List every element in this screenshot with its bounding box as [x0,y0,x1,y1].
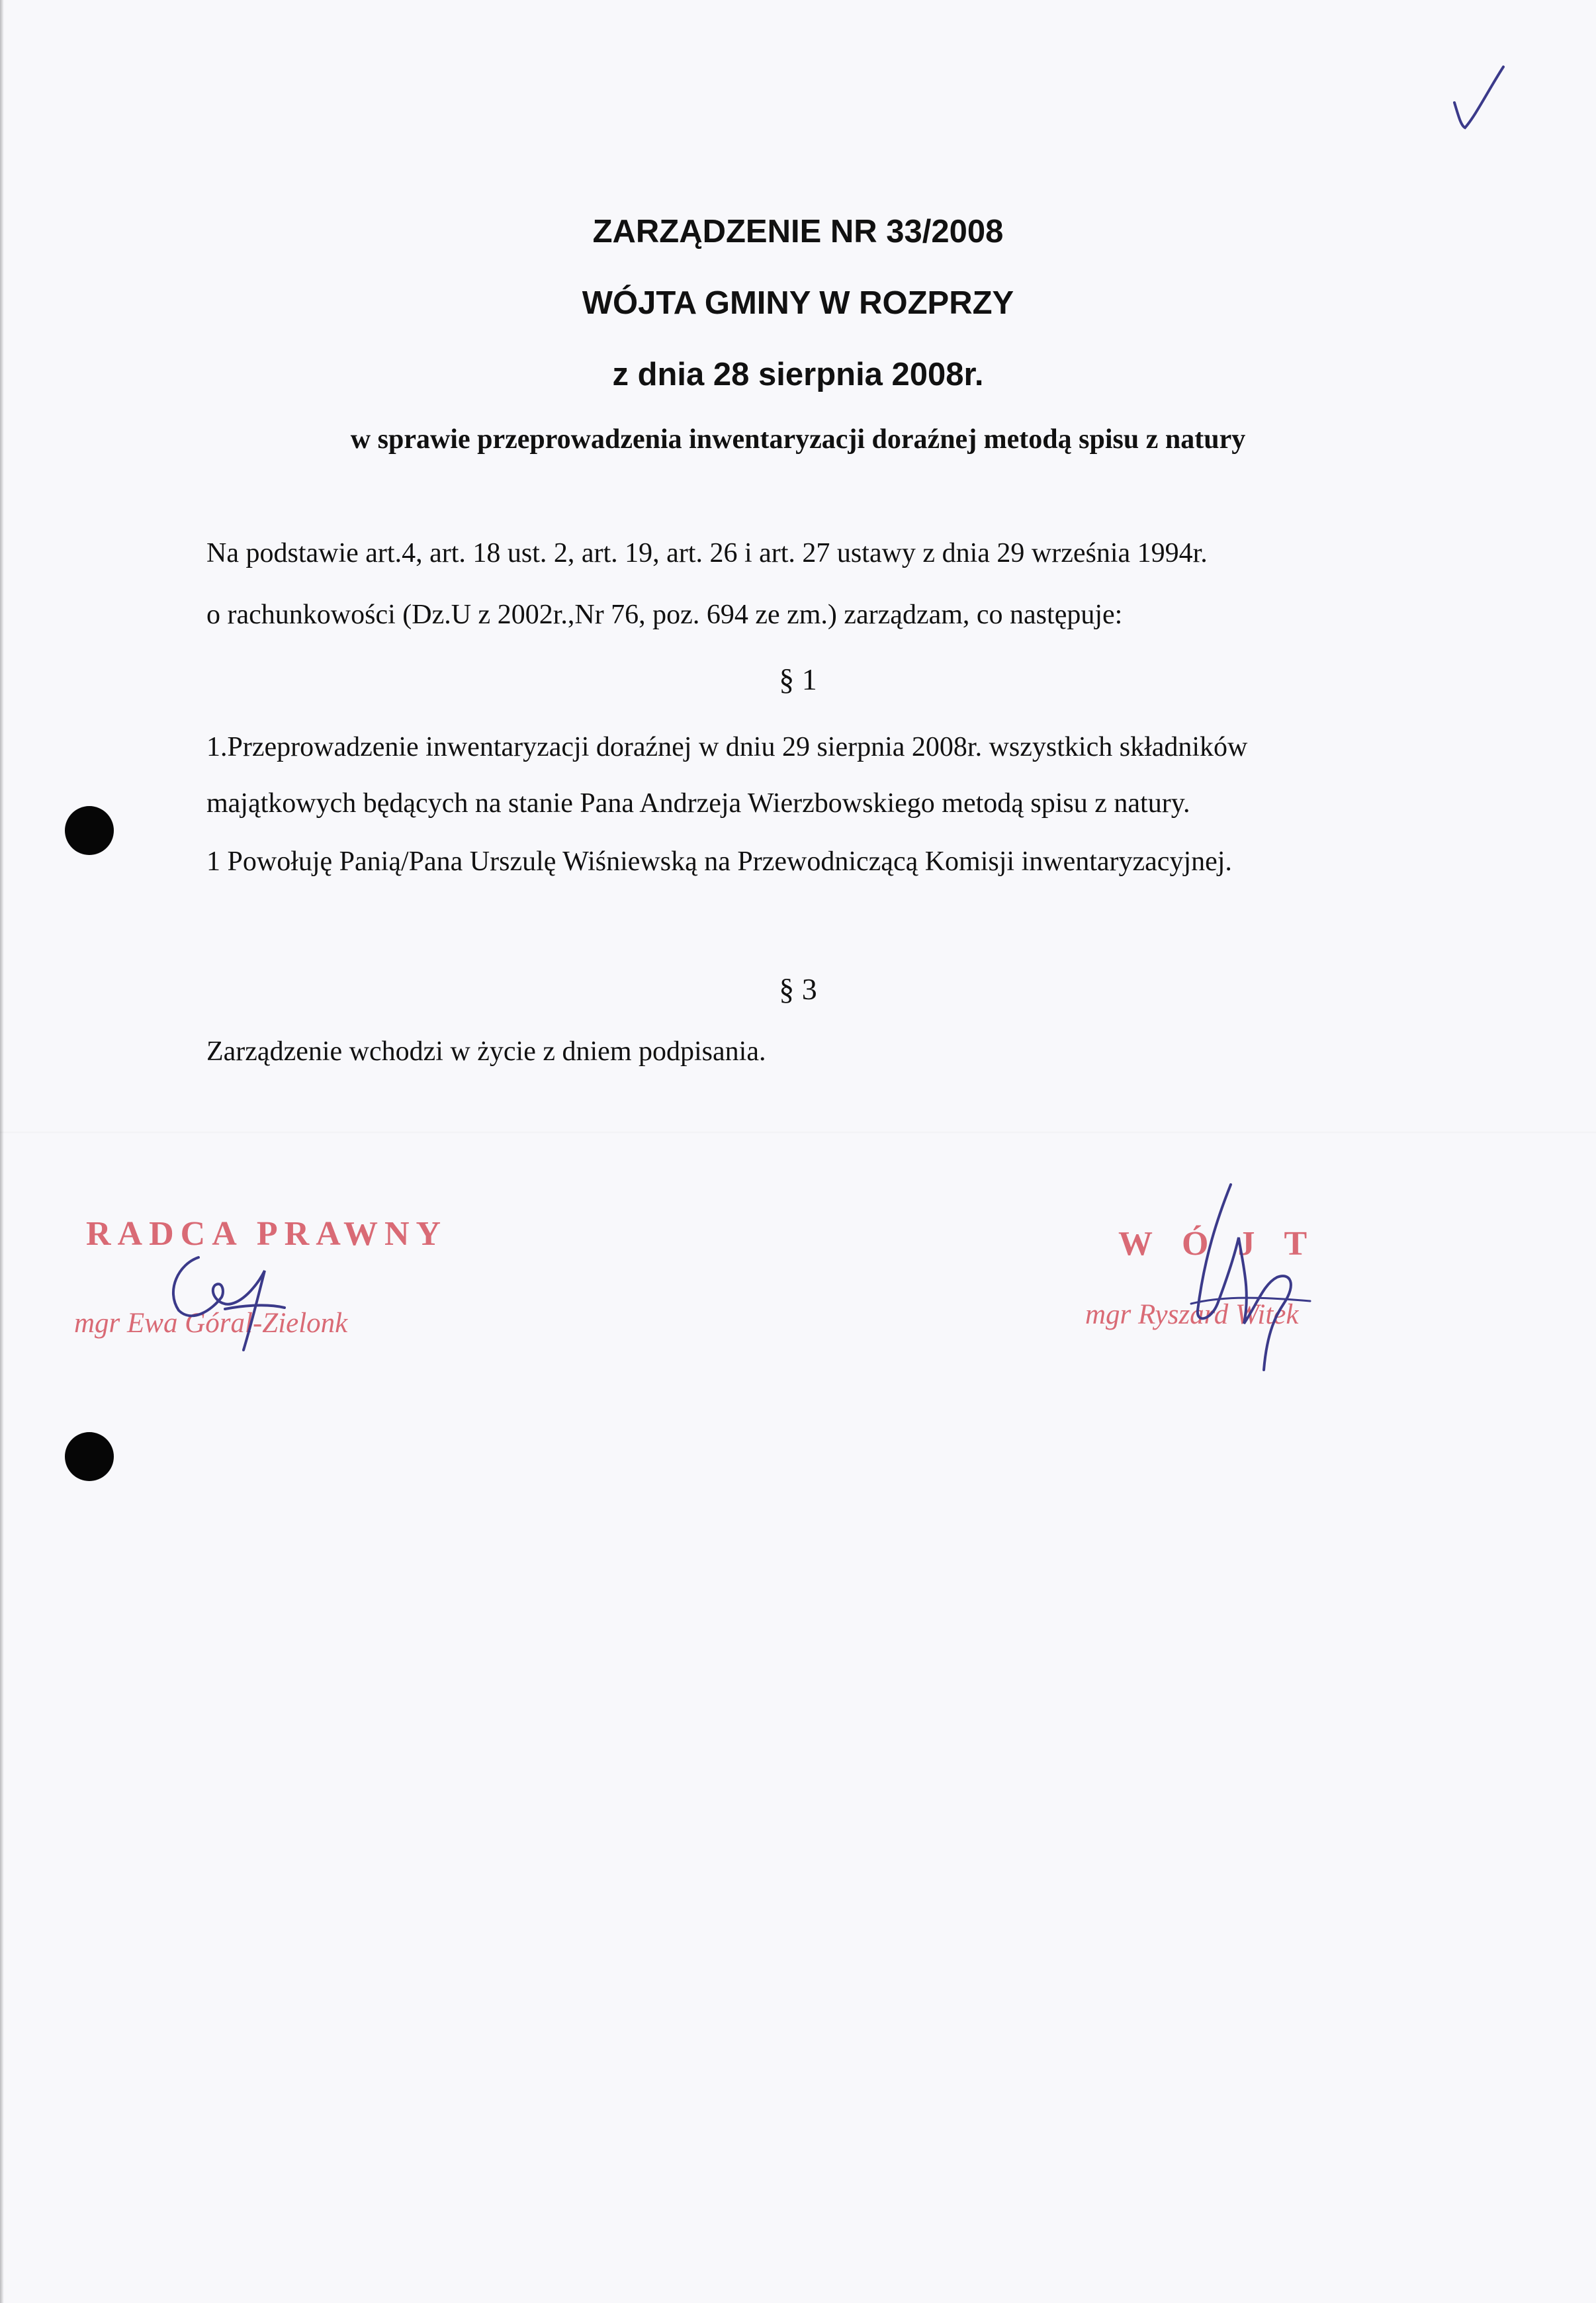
paper-fold [0,1132,1596,1134]
legal-advisor-stamp-name: mgr Ewa Góral-Zielonk [74,1308,348,1339]
section-1-line-2: majątkowych będących na stanie Pana Andrzeja Wierzbowskiego metodą spisu z natury. [206,788,1190,819]
legal-advisor-stamp-title: RADCA PRAWNY [86,1215,448,1253]
check-mark [1449,63,1509,136]
section-3-line-1: Zarządzenie wchodzi w życie z dniem podpisania. [206,1036,766,1067]
punch-hole-lower [65,1432,114,1481]
section-1-sign: § 1 [779,662,817,696]
scan-edge-shadow [0,0,4,2303]
date-heading: z dnia 28 sierpnia 2008r. [612,357,984,392]
section-3-sign: § 3 [779,972,817,1006]
preamble-line-1: Na podstawie art.4, art. 18 ust. 2, art. 19, art. 26 i art. 27 ustawy z dnia 29 września 1994r. [206,538,1208,568]
authority-heading: WÓJTA GMINY W ROZPRZY [582,285,1014,321]
mayor-signature [1151,1178,1323,1377]
order-number-heading: ZARZĄDZENIE NR 33/2008 [592,214,1004,249]
subject-line: w sprawie przeprowadzenia inwentaryzacji doraźnej metodą spisu z natury [350,424,1246,455]
section-1-line-1: 1.Przeprowadzenie inwentaryzacji doraźnej w dniu 29 sierpnia 2008r. wszystkich składników [206,732,1248,762]
mayor-stamp-title: WÓJT [1118,1225,1337,1263]
section-1-line-3: 1 Powołuję Panią/Pana Urszulę Wiśniewską na Przewodniczącą Komisji inwentaryzacyjnej. [206,846,1232,877]
mayor-stamp-name: mgr Ryszard Witek [1085,1299,1299,1330]
punch-hole-upper [65,806,114,855]
preamble-line-2: o rachunkowości (Dz.U z 2002r.,Nr 76, poz. 694 ze zm.) zarządzam, co następuje: [206,600,1123,630]
legal-advisor-signature [159,1244,291,1357]
